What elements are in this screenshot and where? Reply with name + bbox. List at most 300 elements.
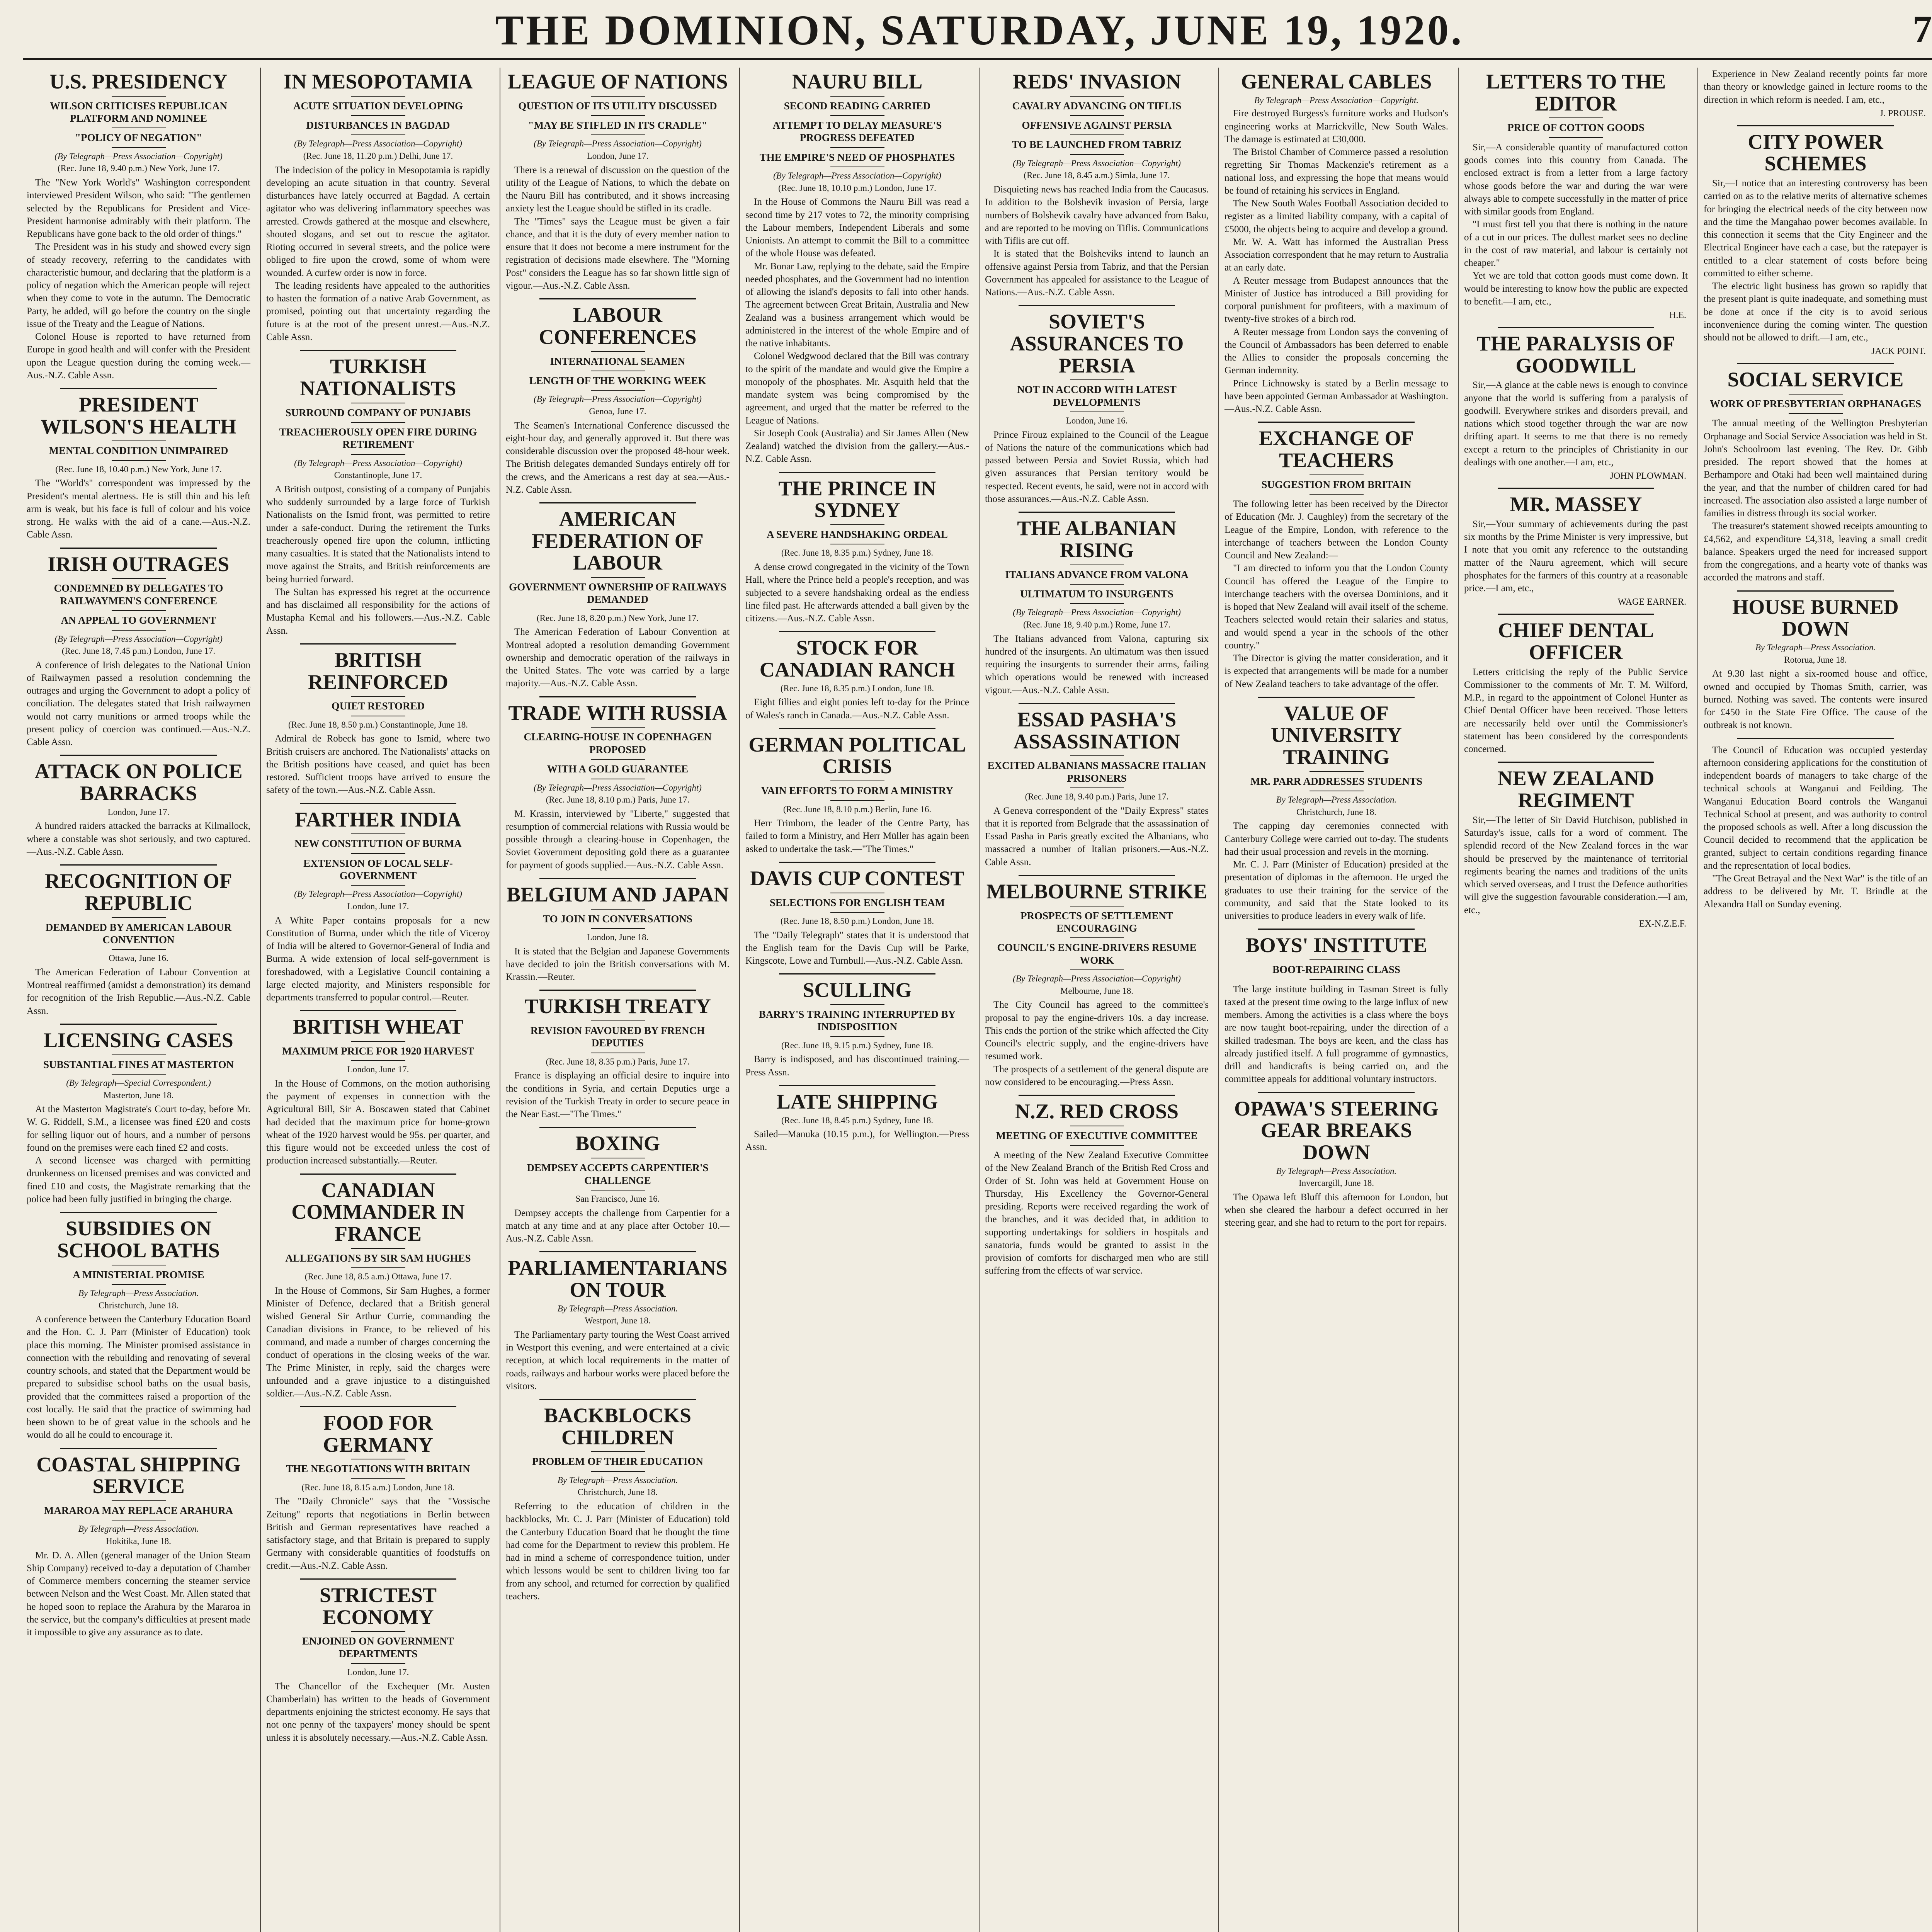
byline: (By Telegraph—Press Association—Copyright)	[294, 889, 462, 899]
dateline: Melbourne, June 18.	[1060, 986, 1134, 996]
subheadline: NOT IN ACCORD WITH LATEST DEVELOPMENTS	[1017, 384, 1177, 408]
dateline: London, June 17.	[107, 807, 170, 817]
paragraph: Sir,—A considerable quantity of manufactured cotton goods comes into this country from Canada. The enclosed extract is from a letter from a large factory whose goods before the war and during the war were always able to compete successfully in the matter of price with similar goods from England.	[1464, 142, 1688, 217]
article-divider	[539, 1399, 696, 1400]
paragraph: At the Masterton Magistrate's Court to-day, before Mr. W. G. Riddell, S.M., a licensee was fined £20 and costs for selling liquor out of hours, and a number of persons found on the premises were each fined £2 and costs.	[27, 1104, 250, 1153]
article	[1225, 934, 1448, 1085]
byline: (By Telegraph—Press Association—Copyright)	[534, 782, 702, 793]
byline: By Telegraph—Press Association.	[1276, 1166, 1397, 1176]
subheadline: ATTEMPT TO DELAY MEASURE'S PROGRESS DEFEATED	[772, 119, 942, 144]
paragraph: The Seamen's International Conference discussed the eight-hour day, and generally approved it. But there was considerable discussion over the proposed 48-hour week. The British delegates demanded Sundays entirely off for the crews, and the Americans a rest day at sea.—Aus.-N.Z. Cable Assn.	[506, 420, 730, 495]
article	[1704, 744, 1927, 911]
deck-rule	[830, 912, 884, 913]
article-divider	[1019, 1095, 1175, 1096]
deck-rule	[351, 454, 405, 455]
subheadline: ENJOINED ON GOVERNMENT DEPARTMENTS	[302, 1635, 454, 1660]
subheadline: ACUTE SITUATION DEVELOPING	[293, 100, 463, 112]
byline: (By Telegraph—Press Association—Copyright)	[1013, 974, 1181, 984]
subheadline: CONDEMNED BY DELEGATES TO RAILWAYMEN'S CONFERENCE	[54, 582, 223, 607]
byline: (By Telegraph—Press Association—Copyright)	[294, 139, 462, 149]
deck-rule	[591, 115, 645, 116]
paragraph: Dempsey accepts the challenge from Carpentier for a match at any time and at any place after October 10.—Aus.-N.Z. Cable Assn.	[506, 1208, 730, 1244]
headline: VALUE OF UNIVERSITY TRAINING	[1270, 701, 1402, 769]
paragraph: A White Paper contains proposals for a new Constitution of Burma, under which the title of Viceroy of India will be altered to Governor-General of India and Burma. A wide extension of local self-government is foreshadowed, with a Legislative Council containing a large elected majority, and Ministers responsible for departments transferred to popular control.—Reuter.	[266, 915, 490, 1003]
dateline: (Rec. June 18, 7.45 p.m.) London, June 17.	[61, 646, 216, 656]
paragraph: The New South Wales Football Association decided to register as a limited liability company, with a capital of £5000, the objects being to acquire and develop a ground.	[1225, 198, 1448, 235]
headline: THE PRINCE IN SYDNEY	[778, 476, 936, 522]
article-divider	[300, 803, 456, 804]
deck-rule	[1549, 137, 1603, 138]
subheadline: COUNCIL'S ENGINE-DRIVERS RESUME WORK	[997, 942, 1197, 966]
paragraph: Yet we are told that cotton goods must come down. It would be interesting to know how the public are expected to benefit.—I am, etc.,	[1464, 270, 1688, 307]
dateline: London, June 17.	[587, 151, 649, 161]
article-divider	[539, 298, 696, 299]
byline: By Telegraph—Press Association.	[557, 1303, 678, 1313]
subheadline: A MINISTERIAL PROMISE	[73, 1269, 204, 1281]
paragraph: Experience in New Zealand recently points far more than theory or knowledge gained in lecture rooms to the direction in which reform is needed. I am, etc.,	[1704, 69, 1927, 105]
paragraph: The "Daily Telegraph" states that it is understood that the English team for the Davis Cup will be Parke, Kingscote, Lowe and Turnbull.—Aus.-N.Z. Cable Assn.	[745, 930, 969, 966]
dateline: London, June 17.	[347, 1667, 409, 1677]
deck-rule	[830, 96, 884, 97]
headline: OPAWA'S STEERING GEAR BREAKS DOWN	[1234, 1097, 1439, 1164]
column-rule	[260, 68, 261, 1932]
article	[1704, 68, 1927, 119]
article-divider	[1019, 875, 1175, 876]
deck-rule	[112, 630, 166, 631]
dateline: Rotorua, June 18.	[1784, 655, 1847, 665]
article	[27, 760, 250, 858]
paragraph: In the House of Commons, Sir Sam Hughes, a former Minister of Defence, declared that a British general wished General Sir Arthur Currie, commanding the Canadian divisions in France, to be relieved of his command, and made a number of charges concerning the conduct of operations in the closing weeks of the war. The Prime Minister, in reply, said the charges were unfounded and a grave injustice to a distinguished soldier.—Aus.-N.Z. Cable Assn.	[266, 1285, 490, 1399]
dateline: (Rec. June 18, 8.20 p.m.) New York, June 17.	[536, 613, 699, 623]
headline: REDS' INVASION	[1012, 70, 1181, 93]
article-divider	[779, 973, 935, 975]
article-divider	[539, 502, 696, 503]
article	[1704, 131, 1927, 357]
article-divider	[539, 990, 696, 991]
paragraph: It is stated that the Bolsheviks intend to launch an offensive against Persia from Tabriz, and that the Persian Government has appealed for assistance to the League of Nations.—Aus.-N.Z. Cable Assn.	[985, 248, 1209, 298]
headline: CHIEF DENTAL OFFICER	[1498, 619, 1654, 664]
dateline: (Rec. June 18, 10.10 p.m.) London, June 17.	[778, 183, 936, 193]
subheadline: ITALIANS ADVANCE FROM VALONA	[1005, 568, 1189, 580]
article	[506, 1257, 730, 1393]
dateline: (Rec. June 18, 8.35 p.m.) Paris, June 17.	[546, 1056, 690, 1066]
paragraph: A second licensee was charged with permitting drunkenness on licensed premises and was convicted and fined £10 and costs, the Magistrate remarking that the police had been fully justified in bringing the charge.	[27, 1155, 250, 1204]
article	[506, 884, 730, 983]
dateline: Ottawa, June 16.	[109, 953, 168, 963]
article	[745, 637, 969, 721]
article-divider	[300, 1173, 456, 1175]
subheadline: A SEVERE HANDSHAKING ORDEAL	[767, 529, 948, 541]
article	[506, 1405, 730, 1603]
article	[745, 478, 969, 625]
paragraph: A conference of Irish delegates to the National Union of Railwaymen passed a resolution condemning the outrages and urging the Government to adopt a policy of conciliation. The delegates stated that Irish railwaymen would not carry munitions or armed troops while the present policy of coercion was continued.—Aus.-N.Z. Cable Assn.	[27, 660, 250, 748]
article-divider	[1737, 738, 1894, 739]
column-2	[261, 68, 495, 1932]
subheadline: DEMANDED BY AMERICAN LABOUR CONVENTION	[45, 921, 232, 946]
dateline: (Rec. June 18, 8.45 p.m.) Sydney, June 18.	[781, 1115, 934, 1125]
headline: STOCK FOR CANADIAN RANCH	[759, 636, 955, 681]
byline: By Telegraph—Press Association.	[78, 1524, 199, 1534]
masthead-title: THE DOMINION, SATURDAY, JUNE 19, 1920.	[495, 7, 1464, 54]
paragraph: A British outpost, consisting of a company of Punjabis who suddenly surrounded by a large force of Turkish Nationalists on the Ismid front, was permitted to retire under a safe-conduct. During the retirement the Turks treacherously opened fire upon the column, inflicting many casualties. It is stated that the Nationalists intend to move against the Straits, and British reinforcements are being hurried forward.	[266, 484, 490, 585]
subheadline: BARRY'S TRAINING INTERRUPTED BY INDISPOSITION	[759, 1008, 956, 1033]
subheadline: WORK OF PRESBYTERIAN ORPHANAGES	[1709, 398, 1922, 410]
column-6	[1219, 68, 1454, 1932]
headline: BRITISH WHEAT	[293, 1015, 463, 1039]
article-divider	[1498, 327, 1654, 328]
dateline: (Rec. June 18, 10.40 p.m.) New York, June 17.	[55, 464, 222, 474]
deck-rule	[591, 759, 645, 760]
article-divider	[60, 388, 217, 389]
headline: SOVIET'S ASSURANCES TO PERSIA	[1010, 310, 1184, 377]
headline: U.S. PRESIDENCY	[49, 70, 228, 93]
headline: TRADE WITH RUSSIA	[508, 701, 727, 724]
paragraph: The Bristol Chamber of Commerce passed a resolution regretting Sir Thomas Mackenzie's retirement as a national loss, and expressing the hope that means would be found of retaining his services in England.	[1225, 147, 1448, 196]
deck-rule	[1070, 115, 1124, 116]
column-8	[1698, 68, 1932, 1932]
column-rule	[1697, 68, 1698, 1932]
paragraph: A Geneva correspondent of the "Daily Express" states that it is reported from Belgrade that the assassination of Essad Pasha in Paris greatly excited the Albanians, who massacred a number of Italian prisoners.—Aus.-N.Z. Cable Assn.	[985, 805, 1209, 867]
byline: (By Telegraph—Press Association—Copyright)	[54, 151, 223, 161]
deck-rule	[591, 909, 645, 910]
deck-rule	[112, 949, 166, 950]
article-divider	[1019, 305, 1175, 306]
deck-rule	[351, 1267, 405, 1268]
byline: (By Telegraph—Press Association—Copyright)	[534, 394, 702, 404]
headline: PARLIAMENTARIANS ON TOUR	[508, 1256, 728, 1301]
paragraph: Herr Trimborn, the leader of the Centre Party, has failed to form a Ministry, and Herr Müller has again been asked to undertake the task.—"The Times."	[745, 818, 969, 854]
subheadline: WITH A GOLD GUARANTEE	[547, 763, 689, 775]
deck-rule	[351, 422, 405, 423]
deck-rule	[112, 96, 166, 97]
headline: GENERAL CABLES	[1241, 70, 1432, 93]
article	[1464, 619, 1688, 755]
dateline: Genoa, June 17.	[589, 406, 646, 416]
deck-rule	[112, 1500, 166, 1501]
deck-rule	[112, 1074, 166, 1075]
article	[745, 1091, 969, 1154]
subheadline: MENTAL CONDITION UNIMPAIRED	[49, 445, 228, 457]
article	[1464, 71, 1688, 321]
deck-rule	[112, 578, 166, 579]
dateline: Invercargill, June 18.	[1298, 1178, 1374, 1188]
byline: By Telegraph—Press Association.	[78, 1288, 199, 1298]
paragraph: The Parliamentary party touring the West Coast arrived in Westport this evening, and were entertained at a civic reception, at which local requirements in the matter of roads, railways and harbour works were placed before the visitors.	[506, 1329, 730, 1391]
headline: AMERICAN FEDERATION OF LABOUR	[532, 507, 704, 575]
article	[27, 553, 250, 749]
article	[1225, 702, 1448, 923]
deck-rule	[1070, 787, 1124, 788]
subheadline: CAVALRY ADVANCING ON TIFLIS	[1012, 100, 1182, 112]
headline: SOCIAL SERVICE	[1727, 368, 1904, 391]
article-divider	[779, 631, 935, 632]
subheadline: NEW CONSTITUTION OF BURMA	[294, 838, 462, 850]
paragraph: Admiral de Robeck has gone to Ismid, where two British cruisers are anchored. The Nationalists' attacks on the British positions have ceased, and quiet has been restored. Sufficient troops have arrived to ensure the safety of the town.—Aus.-N.Z. Cable Assn.	[266, 733, 490, 796]
article-divider	[779, 472, 935, 473]
paragraph: Fire destroyed Burgess's furniture works and Hudson's engineering works at Marrickville, New South Wales. The damage is estimated at £30,000.	[1225, 108, 1448, 145]
deck-rule	[830, 1004, 884, 1005]
headline: BRITISH REINFORCED	[308, 648, 449, 694]
paragraph: The Council of Education was occupied yesterday afternoon considering applications for the constitution of independent boards of managers to take charge of the technical schools at Wanganui and Feilding. The Wanganui Education Board controls the Wanganui Technical School at present, and was authority to control the proposed schools as well. After a long discussion the Council decided to recommend that the application be granted, subject to certain conditions regarding finance and the representation of local bodies.	[1704, 745, 1927, 871]
article	[1704, 596, 1927, 732]
deck-rule	[591, 351, 645, 352]
article	[985, 709, 1209, 869]
paragraph: A conference between the Canterbury Education Board and the Hon. C. J. Parr (Minister of Education) took place this morning. The Minister promised assistance in connection with the rebuilding and renovating of several country schools, and stated that the Department would be prepared to subsidise school baths on the usual basis, provided that the committees raised a proportion of the cost locally. He said that the practice of swimming had been shown to be of great value in the schools and he would do all he could to encourage it.	[27, 1314, 250, 1440]
subheadline: SUGGESTION FROM BRITAIN	[1261, 478, 1412, 490]
subheadline: MAXIMUM PRICE FOR 1920 HARVEST	[282, 1045, 474, 1057]
article	[1464, 767, 1688, 929]
subheadline: LENGTH OF THE WORKING WEEK	[529, 374, 706, 386]
headline: CITY POWER SCHEMES	[1748, 130, 1883, 175]
paragraph: Colonel Wedgwood declared that the Bill was contrary to the spirit of the mandate and would give the Empire a monopoly of the phosphates. Mr. Asquith held that the mandate system was being compromised by the agreement, and urged that the matter be referred to the League of Nations.	[745, 351, 969, 426]
dateline: (Rec. June 18, 8.10 p.m.) Berlin, June 16.	[783, 804, 932, 814]
headline: MR. MASSEY	[1510, 493, 1642, 516]
paragraph: The Chancellor of the Exchequer (Mr. Austen Chamberlain) has written to the heads of Government departments enjoining the strictest economy. He says that not one penny of the taxpayers' money should be spent unless it is absolutely necessary.—Aus.-N.Z. Cable Assn.	[266, 1681, 490, 1743]
subheadline: WILSON CRITICISES REPUBLICAN PLATFORM AND NOMINEE	[49, 100, 228, 124]
subheadline: CLEARING-HOUSE IN COPENHAGEN PROPOSED	[524, 731, 712, 755]
paragraph: The capping day ceremonies connected with Canterbury College were carried out to-day. The students had their usual procession and revels in the morning.	[1225, 821, 1448, 857]
subheadline: MR. PARR ADDRESSES STUDENTS	[1250, 775, 1423, 787]
paragraph: The American Federation of Labour Convention at Montreal reaffirmed (amidst a demonstration) its demand for recognition of the Irish Republic.—Aus.-N.Z. Cable Assn.	[27, 967, 250, 1016]
byline: (By Telegraph—Press Association—Copyright)	[294, 458, 462, 468]
subheadline: AN APPEAL TO GOVERNMENT	[61, 614, 216, 626]
article-divider	[1258, 1092, 1415, 1093]
dateline: (Rec. June 18, 8.35 p.m.) Sydney, June 18.	[781, 548, 934, 558]
paragraph: A Reuter message from Budapest announces that the Minister of Justice has introduced a Bill providing for corporal punishment for profiteers, with a maximum of twenty-five strokes of a birch rod.	[1225, 275, 1448, 325]
article	[506, 508, 730, 690]
headline: FARTHER INDIA	[295, 808, 461, 831]
subheadline: TO BE LAUNCHED FROM TABRIZ	[1012, 139, 1182, 151]
article	[506, 702, 730, 872]
signature: JOHN PLOWMAN.	[1610, 471, 1686, 481]
paragraph: "I must first tell you that there is nothing in the nature of a cut in our prices. The dullest market sees no decline in the cost of raw material, and labour is certainly not cheaper."	[1464, 219, 1688, 269]
paragraph: The leading residents have appealed to the authorities to hasten the formation of a native Arab Government, as promised, pointing out that uncertainty regarding the future is at the root of the present unrest.—Aus.-N.Z. Cable Assn.	[266, 280, 490, 342]
dateline: Christchurch, June 18.	[1296, 807, 1376, 817]
deck-rule	[1310, 474, 1364, 475]
paragraph: The indecision of the policy in Mesopotamia is rapidly developing an acute situation in that country. Several disturbances have lately occurred at Bagdad. A certain agitator who was delivering inflammatory speeches was arrested. Crowds gathered at the mosque and elsewhere, shouted slogans, and set out to rescue the agitator. Rioting occurred in several streets, and the police were obliged to fire upon the crowd, some of whom were wounded. A curfew order is now in force.	[266, 165, 490, 278]
article-divider	[60, 755, 217, 756]
paragraph: Sir Joseph Cook (Australia) and Sir James Allen (New Zealand) watched the division from the gallery.—Aus.-N.Z. Cable Assn.	[745, 428, 969, 464]
article	[266, 355, 490, 637]
subheadline: GOVERNMENT OWNERSHIP OF RAILWAYS DEMANDED	[509, 581, 726, 605]
paragraph: The President was in his study and showed every sign of steady recovery, referring to the candidates with characteristic humour, and declaring that the platform is a policy of negation which the American people will reject when they come to vote in the autumn. The Democratic Party, he added, will go before the country on the single issue of the Treaty and the League of Nations.	[27, 242, 250, 329]
paragraph: Mr. C. J. Parr (Minister of Education) presided at the presentation of diplomas in the afternoon. He urged the graduates to use their training for the service of the community, and said that the State looked to its universities to produce leaders in every walk of life.	[1225, 859, 1448, 922]
article-divider	[1019, 703, 1175, 704]
paragraph: Letters criticising the reply of the Public Service Commissioner to the comments of Mr. T. M. Wilford, M.P., in regard to the appointment of Colonel Hunter as Chief Dental Officer have been received. Those letters are necessarily held over until the Commissioner's statement has been considered by the correspondents concerned.	[1464, 667, 1688, 755]
article	[27, 394, 250, 541]
deck-rule	[591, 727, 645, 728]
article-divider	[1737, 125, 1894, 126]
dateline: Hokitika, June 18.	[106, 1536, 171, 1546]
column-5	[980, 68, 1214, 1932]
subheadline: TO JOIN IN CONVERSATIONS	[543, 913, 692, 925]
signature: H.E.	[1669, 310, 1686, 321]
deck-rule	[351, 1248, 405, 1249]
headline: TURKISH NATIONALISTS	[300, 355, 456, 400]
article	[1225, 427, 1448, 690]
subheadline: PRICE OF COTTON GOODS	[1507, 122, 1645, 134]
headline: LABOUR CONFERENCES	[539, 303, 697, 349]
page-number: 7	[1913, 8, 1932, 51]
headline: SCULLING	[803, 978, 912, 1002]
article-divider	[1258, 422, 1415, 423]
subheadline: EXCITED ALBANIANS MASSACRE ITALIAN PRISONERS	[987, 760, 1206, 784]
deck-rule	[830, 147, 884, 148]
deck-rule	[1789, 394, 1843, 395]
paragraph: M. Krassin, interviewed by "Liberte," suggested that resumption of commercial relations with Russia would be possible through a clearing-house in Copenhagen, the Soviet Government depositing gold there as a guarantee for payment of goods supplied.—Aus.-N.Z. Cable Assn.	[506, 808, 730, 871]
headline: STRICTEST ECONOMY	[319, 1583, 437, 1629]
deck-rule	[351, 115, 405, 116]
subheadline: MARAROA MAY REPLACE ARAHURA	[44, 1505, 233, 1517]
article-divider	[539, 696, 696, 697]
dateline: (Rec. June 18, 8.50 p.m.) Constantinople, June 18.	[288, 719, 468, 730]
paragraph: The Opawa left Bluff this afternoon for London, but when she cleared the harbour a defect occurred in her steering gear, and she had to return to the port for repairs.	[1225, 1192, 1448, 1228]
article	[266, 1179, 490, 1400]
deck-rule	[591, 134, 645, 135]
headline: DAVIS CUP CONTEST	[750, 866, 964, 890]
deck-rule	[1789, 413, 1843, 414]
article-divider	[779, 728, 935, 729]
subheadline: "MAY BE STIFLED IN ITS CRADLE"	[528, 119, 707, 131]
dateline: (Rec. June 18, 8.5 a.m.) Ottawa, June 17.	[304, 1272, 452, 1282]
deck-rule	[1070, 755, 1124, 756]
subheadline: QUIET RESTORED	[331, 700, 425, 712]
headline: GERMAN POLITICAL CRISIS	[748, 733, 966, 778]
article-divider	[300, 350, 456, 351]
deck-rule	[1070, 134, 1124, 135]
subheadline: SELECTIONS FOR ENGLISH TEAM	[769, 896, 945, 908]
headline: LATE SHIPPING	[776, 1090, 938, 1113]
article	[27, 71, 250, 382]
article-divider	[779, 862, 935, 863]
article-divider	[300, 1578, 456, 1580]
deck-rule	[351, 1663, 405, 1664]
article	[27, 1454, 250, 1639]
subheadline: DISTURBANCES IN BAGDAD	[306, 119, 450, 131]
dateline: Westport, June 18.	[585, 1316, 651, 1326]
headline: NAURU BILL	[792, 70, 923, 93]
deck-rule	[112, 1284, 166, 1285]
headline: SUBSIDIES ON SCHOOL BATHS	[57, 1217, 220, 1262]
article	[1225, 71, 1448, 415]
paragraph: There is a renewal of discussion on the question of the utility of the League of Nations, to which the debate on the Nauru Bill has contributed, and it shows increasing anxiety lest the League should be stifled in its cradle.	[506, 165, 730, 214]
dateline: (Rec. June 18, 8.35 p.m.) London, June 18.	[780, 683, 934, 693]
dateline: London, June 16.	[1066, 416, 1128, 426]
article-divider	[1737, 590, 1894, 592]
subheadline: SUBSTANTIAL FINES AT MASTERTON	[43, 1058, 234, 1070]
column-7	[1459, 68, 1693, 1932]
headline: CANADIAN COMMANDER IN FRANCE	[291, 1178, 465, 1246]
headline: PRESIDENT WILSON'S HEALTH	[41, 393, 236, 438]
paragraph: The "Daily Chronicle" says that the "Vossische Zeitung" reports that negotiations in Berlin between British and German representatives have reached a satisfactory stage, and that Britain is prepared to supply Germany with considerable quantities of foodstuffs on credit.—Aus.-N.Z. Cable Assn.	[266, 1496, 490, 1571]
deck-rule	[591, 609, 645, 610]
article-divider	[1498, 614, 1654, 615]
deck-rule	[1310, 494, 1364, 495]
headline: THE PARALYSIS OF GOODWILL	[1476, 332, 1675, 377]
subheadline: REVISION FAVOURED BY FRENCH DEPUTIES	[530, 1025, 705, 1049]
deck-rule	[351, 833, 405, 834]
article-divider	[1737, 363, 1894, 364]
subheadline: MEETING OF EXECUTIVE COMMITTEE	[996, 1129, 1198, 1141]
byline: (By Telegraph—Press Association—Copyright)	[1013, 607, 1181, 617]
deck-rule	[1070, 154, 1124, 155]
column-rule	[979, 68, 980, 1932]
signature: WAGE EARNER.	[1617, 597, 1686, 607]
article	[745, 867, 969, 967]
paragraph: A Reuter message from London says the convening of the Council of Ambassadors has been deferred to enable the Allies to consider the proposals concerning the German indemnity.	[1225, 327, 1448, 376]
paragraph: The "Times" says the League must be given a fair chance, and that it is the duty of every member nation to ensure that it does not become a mere instrument for the registration of decisions made elsewhere. The "Morning Post" considers the League has so far shown little sign of vigour.—Aus.-N.Z. Cable Assn.	[506, 216, 730, 291]
article	[27, 1218, 250, 1441]
deck-rule	[591, 390, 645, 391]
deck-rule	[112, 147, 166, 148]
paragraph: The "New York World's" Washington correspondent interviewed President Wilson, who said: "The gentlemen selected by the Republicans for President and Vice-President harmonise admirably with their platform. The Republicans have gone back to the old order of things."	[27, 177, 250, 240]
paragraph: The annual meeting of the Wellington Presbyterian Orphanage and Social Service Association was held in St. John's Schoolroom last evening. The Rev. Dr. Gibb presided. The report showed that the homes at Berhampore and Otaki had been well maintained during the year, and that the number of children cared for had increased. The association also assisted a large number of families in distress through its social worker.	[1704, 418, 1927, 519]
headline: LETTERS TO THE EDITOR	[1486, 70, 1666, 115]
paragraph: The following letter has been received by the Director of Education (Mr. J. Caughley) from the secretary of the League of the Empire, London, with reference to the interchange of teachers between the London County Council and New Zealand:—	[1225, 499, 1448, 561]
headline: ESSAD PASHA'S ASSASSINATION	[1013, 707, 1180, 753]
article	[266, 1016, 490, 1167]
paragraph: The large institute building in Tasman Street is fully taxed at the present time owing to the large influx of new members. Among the activities is a class where the boys are now taught boot-repairing, under the direction of a skilled tradesman. The boys are keen, and the class has already justified itself. A full programme of gymnastics, drill and handicrafts is being carried on, and the committee appeals for additional voluntary instructors.	[1225, 984, 1448, 1085]
article	[985, 1100, 1209, 1277]
deck-rule	[351, 1041, 405, 1042]
paragraph: Referring to the education of children in the backblocks, Mr. C. J. Parr (Minister of Education) told the Canterbury Education Board that he thought the time had come for the Department to review this problem. He had in mind a scheme of correspondence tuition, under which lessons would be sent to children living too far from any school, and returned for correction by qualified teachers.	[506, 1501, 730, 1602]
dateline: (Rec. June 18, 8.50 p.m.) London, June 18.	[780, 916, 934, 926]
dateline: (Rec. June 18, 11.20 p.m.) Delhi, June 17.	[303, 151, 453, 161]
deck-rule	[1549, 117, 1603, 118]
deck-rule	[591, 1020, 645, 1021]
paragraph: Prince Firouz explained to the Council of the League of Nations the nature of the communications which had passed between Persia and Soviet Russia, which had given assurances that Persian territory would be respected. Recent events, he said, were not in accord with those assurances.—Aus.-N.Z. Cable Assn.	[985, 429, 1209, 504]
subheadline: SURROUND COMPANY OF PUNJABIS	[285, 406, 471, 418]
column-4	[740, 68, 975, 1932]
byline: By Telegraph—Press Association.	[1755, 643, 1876, 653]
article	[506, 995, 730, 1121]
dateline: (Rec. June 18, 8.15 a.m.) London, June 18.	[301, 1482, 455, 1492]
subheadline: INTERNATIONAL SEAMEN	[550, 355, 685, 367]
article	[745, 71, 969, 466]
article	[506, 304, 730, 496]
article	[266, 1412, 490, 1572]
paragraph: The "World's" correspondent was impressed by the President's mental alertness. He is still thin and his left arm is weak, but his face is full of colour and his voice strong. He walks with the aid of a cane.—Aus.-N.Z. Cable Assn.	[27, 478, 250, 540]
dateline: (Rec. June 18, 8.45 a.m.) Simla, June 17.	[1024, 170, 1170, 180]
article-divider	[779, 1085, 935, 1086]
dateline: London, June 17.	[347, 901, 409, 911]
deck-rule	[830, 115, 884, 116]
deck-rule	[351, 1631, 405, 1632]
paragraph: Mr. Bonar Law, replying to the debate, said the Empire needed phosphates, and the Government had no intention of allowing the island's deposits to fall into other hands. The agreement between Great Britain, Australia and New Zealand was a business arrangement which would be administered in the interest of the whole Empire and of the native inhabitants.	[745, 261, 969, 349]
paragraph: Mr. D. A. Allen (general manager of the Union Steam Ship Company) received to-day a deputation of Chamber of Commerce members concerning the steamer service between Nelson and the West Coast. Mr. Allen stated that he hoped soon to replace the Arahura by the Mararoa in the service, but the company's difficulties at present made it impossible to give any assurance as to date.	[27, 1550, 250, 1638]
subheadline: THE NEGOTIATIONS WITH BRITAIN	[286, 1463, 470, 1475]
signature: JACK POINT.	[1871, 346, 1926, 357]
headline: EXCHANGE OF TEACHERS	[1259, 427, 1414, 472]
subheadline: BOOT-REPAIRING CLASS	[1272, 964, 1400, 976]
headline: FOOD FOR GERMANY	[323, 1411, 433, 1456]
column-rule	[739, 68, 740, 1932]
subheadline: TREACHEROUSLY OPEN FIRE DURING RETIREMENT	[279, 426, 477, 451]
paragraph: A meeting of the New Zealand Executive Committee of the New Zealand Branch of the British Red Cross and Order of St. John was held at Government House on Thursday, His Excellency the Governor-General presiding. Reports were received regarding the work of the branches, and it was decided that, in addition to supporting undertakings for soldiers in hospitals and sanatoria, funds would be granted to assist in the provision of comforts for discharged men who are still suffering from the effects of war service.	[985, 1150, 1209, 1276]
paragraph: A dense crowd congregated in the vicinity of the Town Hall, where the Prince held a people's reception, and was subjected to a severe handshaking ordeal as the endless line filed past. He afterwards attended a ball given by the citizens.—Aus.-N.Z. Cable Assn.	[745, 562, 969, 624]
deck-rule	[351, 885, 405, 886]
article	[266, 649, 490, 797]
deck-rule	[112, 917, 166, 918]
byline: (By Telegraph—Press Association—Copyright)	[54, 634, 223, 644]
paragraph: In the House of Commons, on the motion authorising the payment of expenses in connection with the Agricultural Bill, Sir A. Boscawen stated that Cabinet had decided that the maximum price for home-grown wheat of the 1920 harvest would be 95s. per quarter, and this figure would not be exceeded unless the cost of production increased substantially.—Reuter.	[266, 1078, 490, 1166]
deck-rule	[1070, 96, 1124, 97]
deck-rule	[112, 1054, 166, 1055]
deck-rule	[1070, 1145, 1124, 1146]
article	[506, 1133, 730, 1245]
paragraph: At 9.30 last night a six-roomed house and office, owned and occupied by Thomas Smith, carrier, was burned. Nothing was saved. The contents were insured for £450 in the State Fire Office. The cause of the outbreak is not known.	[1704, 668, 1927, 731]
deck-rule	[351, 1478, 405, 1479]
